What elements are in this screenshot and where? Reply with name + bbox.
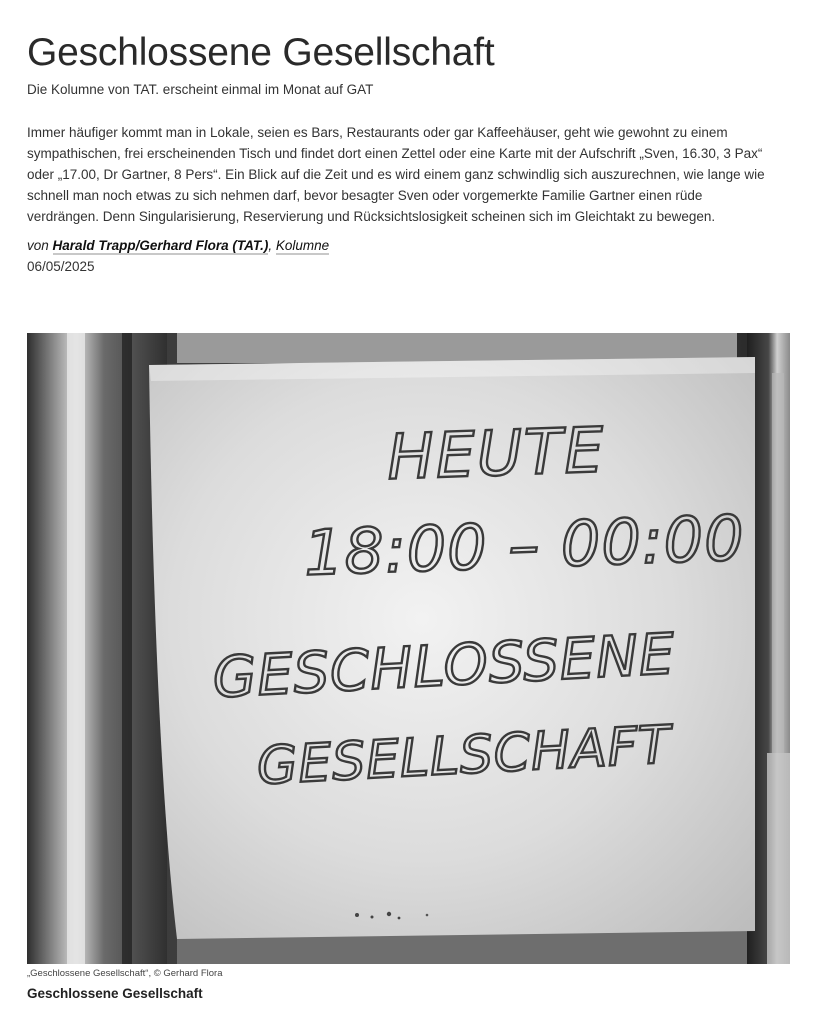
sign-line-3: GESCHLOSSENE — [211, 621, 677, 712]
image-caption: „Geschlossene Gesellschaft“, © Gerhard Flora — [27, 968, 223, 979]
article-title: Geschlossene Gesellschaft — [27, 31, 495, 74]
article-lead: Immer häufiger kommt man in Lokale, seien es Bars, Restaurants oder gar Kaffeehäuser, geht wie gewohnt zu einem sympathischen, frei erscheinenden Tisch und findet dort einen Zettel oder eine Karte mit der Aufschrift „Sven, 16.30, 3 Pax“ oder „17.00, Dr Gartner, 8 Pers“. Ein Blick auf die Zeit und es wird einem ganz schwindlig sich auszurechnen, wie lange wie schnell man noch etwas zu sich nehmen darf, bevor besagter Sven oder vorgemerkte Familie Gartner einen rüde verdrängen. Denn Singularisierung, Reservierung und Rücksichtslosigkeit scheinen sich im Gleichtakt zu bewegen. — [27, 125, 765, 224]
byline — [27, 238, 329, 253]
publish-date: 06/05/2025 — [27, 259, 95, 274]
byline-prefix: von — [27, 238, 49, 253]
image-title: Geschlossene Gesellschaft — [27, 986, 203, 1001]
article-subtitle: Die Kolumne von TAT. erscheint einmal im Monat auf GAT — [27, 82, 374, 97]
sign-line-4: GESELLSCHAFT — [255, 715, 673, 797]
category-link[interactable]: Kolumne — [275, 238, 330, 253]
sign-line-2: 18:00 – 00:00 — [302, 501, 746, 590]
byline-separator: , — [268, 238, 273, 253]
article-photo — [27, 333, 790, 964]
author-link[interactable]: Harald Trapp/Gerhard Flora (TAT.) — [52, 238, 269, 253]
sign-line-1: HEUTE — [385, 413, 607, 494]
